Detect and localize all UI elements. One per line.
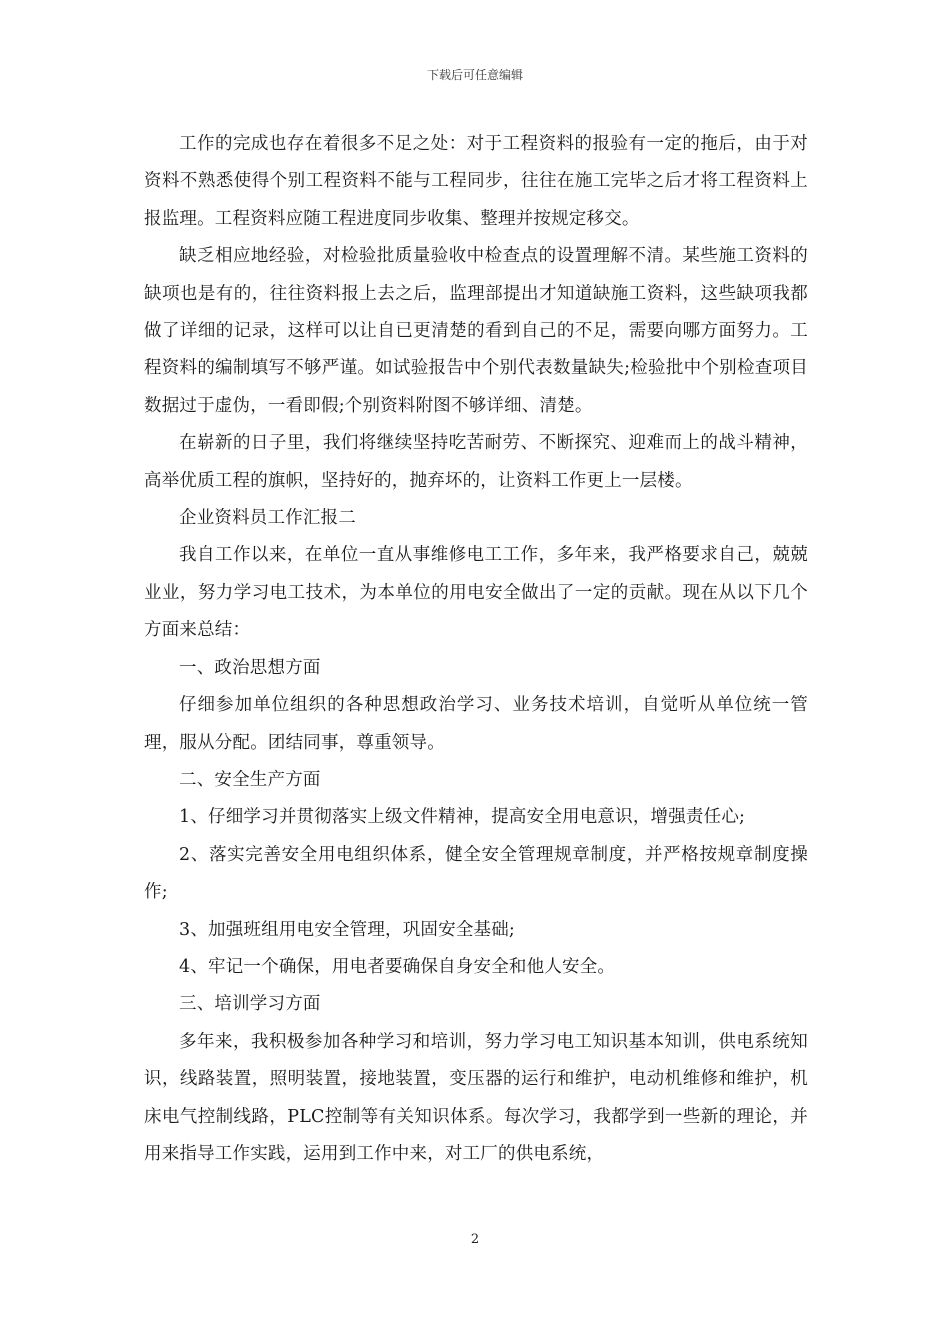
list-item: 1、仔细学习并贯彻落实上级文件精神，提高安全用电意识，增强责任心; [179, 807, 746, 828]
paragraph: 在崭新的日子里，我们将继续坚持吃苦耐劳、不断探究、迎难而上的战斗精神，高举优质工程的旗帜，坚持好的，抛弃坏的，让资料工作更上一层楼。 [144, 433, 808, 491]
list-item: 3、加强班组用电安全管理，巩固安全基础; [179, 919, 516, 940]
section-title: 企业资料员工作汇报二 [179, 508, 356, 529]
paragraph: 我自工作以来，在单位一直从事维修电工工作，多年来，我严格要求自己，兢兢业业，努力学习电工技术，为本单位的用电安全做出了一定的贡献。现在从以下几个方面来总结： [144, 545, 808, 641]
paragraph: 多年来，我积极参加各种学习和培训，努力学习电工知识基本知训，供电系统知识，线路装置，照明装置，接地装置，变压器的运行和维护，电动机维修和维护，机床电气控制线路，PLC控制等有关知识体系。每次学习，我都学到一些新的理论，并用来指导工作实践，运用到工作中来，对工厂的供电系统， [144, 1031, 808, 1164]
list-item: 2、落实完善安全用电组织体系，健全安全管理规章制度，并严格按规章制度操作; [144, 844, 808, 903]
paragraph: 仔细参加单位组织的各种思想政治学习、业务技术培训，自觉听从单位统一管理，服从分配。团结同事，尊重领导。 [144, 695, 808, 753]
page-number: 2 [470, 1232, 480, 1247]
page-header-note: 下载后可任意编辑 [426, 68, 523, 82]
section-heading: 三、培训学习方面 [179, 994, 321, 1015]
paragraph: 工作的完成也存在着很多不足之处：对于工程资料的报验有一定的拖后，由于对资料不熟悉使得个别工程资料不能与工程同步，往往在施工完毕之后才将工程资料上报监理。工程资料应随工程进度同步收集、整理并按规定移交。 [144, 134, 808, 229]
section-heading: 一、政治思想方面 [179, 657, 321, 678]
paragraph: 缺乏相应地经验，对检验批质量验收中检查点的设置理解不清。某些施工资料的缺项也是有的，往往资料报上去之后，监理部提出才知道缺施工资料，这些缺项我都做了详细的记录，这样可以让自已更清楚的看到自己的不足，需要向哪方面努力。工程资料的编制填写不够严谨。如试验报告中个别代表数量缺失;检验批中个别检查项目数据过于虚伪，一看即假;个别资料附图不够详细、清楚。 [144, 246, 808, 416]
section-heading: 二、安全生产方面 [179, 769, 321, 790]
list-item: 4、牢记一个确保，用电者要确保自身安全和他人安全。 [179, 956, 616, 977]
document-body [144, 126, 808, 1173]
